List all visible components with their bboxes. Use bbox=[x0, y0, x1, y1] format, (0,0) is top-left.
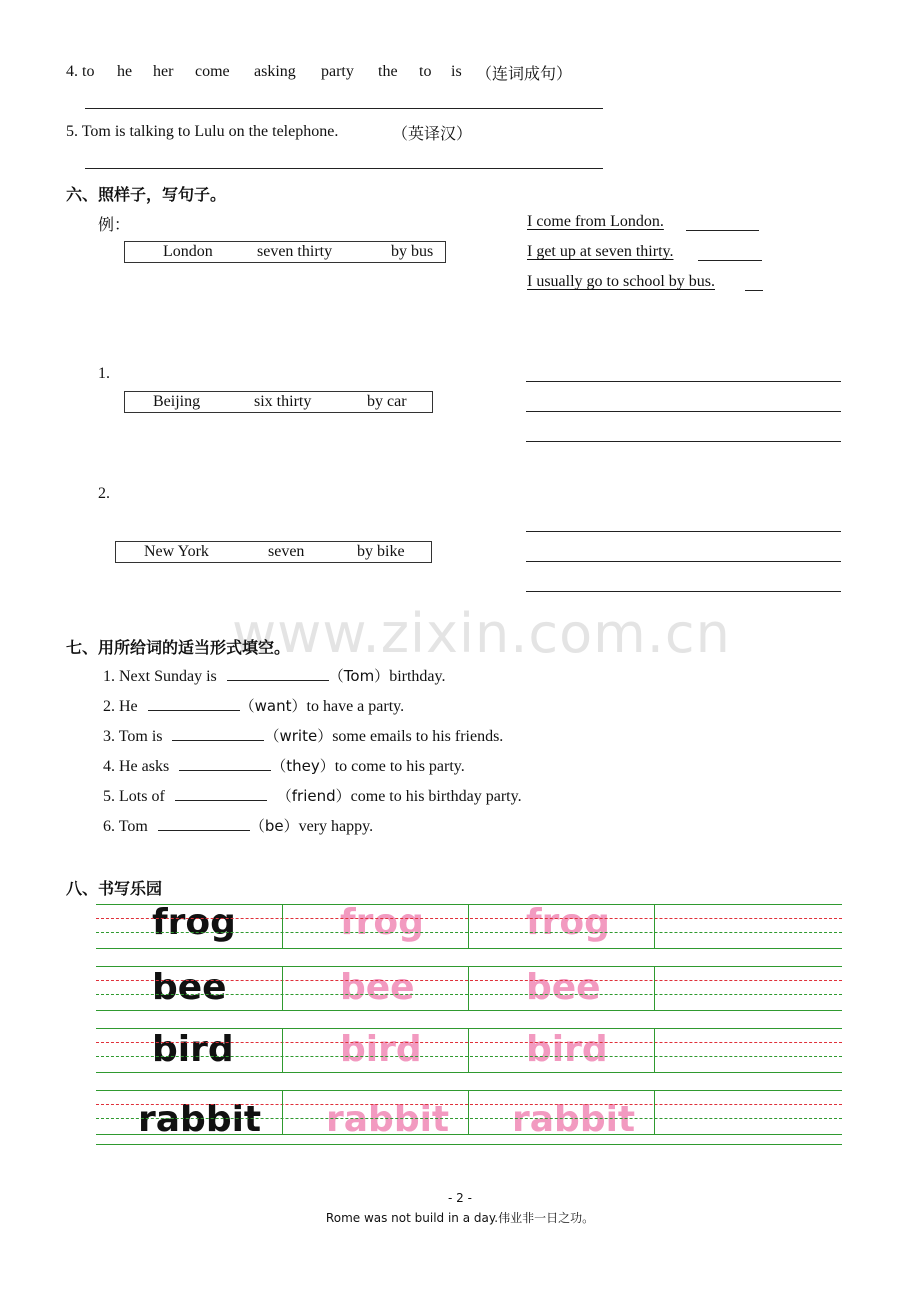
grid-cell-divider bbox=[654, 1090, 655, 1134]
q4-word: asking bbox=[254, 63, 296, 80]
q4-answer-line[interactable] bbox=[85, 108, 603, 109]
q4-instruction: （连词成句） bbox=[476, 64, 573, 83]
q4-word: party bbox=[321, 63, 354, 80]
fill-item-hint: （write） bbox=[264, 727, 333, 745]
grid-baseline bbox=[96, 1056, 842, 1057]
fill-item-hint: （be） bbox=[249, 817, 299, 835]
grid-bottom-line bbox=[96, 1010, 842, 1011]
grid-cell-divider bbox=[468, 1028, 469, 1072]
section-6-title: 六、照样子，写句子。 bbox=[66, 185, 227, 204]
page-number: - 2 - bbox=[448, 1191, 472, 1205]
fill-item-prefix: 4. He asks bbox=[103, 758, 170, 775]
fill-blank[interactable] bbox=[148, 696, 240, 711]
fill-blank[interactable] bbox=[158, 816, 250, 831]
grid-cell-divider bbox=[654, 904, 655, 948]
fill-item-prefix: 3. Tom is bbox=[103, 728, 163, 745]
s6-item-number: 1. bbox=[98, 365, 110, 382]
fill-item bbox=[103, 665, 445, 686]
q4-word: 4. to bbox=[66, 63, 95, 80]
trace-word: bee bbox=[340, 967, 415, 1008]
fill-item-prefix: 1. Next Sunday is bbox=[103, 668, 217, 685]
fill-item-suffix: birthday. bbox=[389, 668, 446, 685]
q5-answer-line[interactable] bbox=[85, 168, 603, 169]
q4-word: come bbox=[195, 63, 230, 80]
grid-top-line bbox=[96, 966, 842, 967]
s6-item2-answer-line[interactable] bbox=[526, 561, 841, 562]
example-answer-underline bbox=[745, 290, 763, 291]
grid-top-line bbox=[96, 904, 842, 905]
example-answer-underline bbox=[686, 230, 759, 231]
grid-midline bbox=[96, 1042, 842, 1043]
section-7-title: 七、用所给词的适当形式填空。 bbox=[66, 638, 291, 657]
trace-word: rabbit bbox=[326, 1099, 450, 1140]
fill-item-suffix: to come to his party. bbox=[334, 758, 465, 775]
grid-baseline bbox=[96, 994, 842, 995]
q5-sentence: 5. Tom is talking to Lulu on the telephone. bbox=[66, 123, 339, 140]
s6-item2-answer-line[interactable] bbox=[526, 531, 841, 532]
handwriting-practice-grid bbox=[96, 902, 842, 1158]
word-box-item: by bike bbox=[357, 543, 405, 560]
fill-item-suffix: come to his birthday party. bbox=[350, 788, 522, 805]
fill-item bbox=[103, 815, 373, 836]
grid-cell-divider bbox=[282, 1028, 283, 1072]
grid-cell-divider bbox=[654, 966, 655, 1010]
fill-blank[interactable] bbox=[227, 666, 329, 681]
word-box-item: by bus bbox=[391, 243, 434, 260]
fill-item-prefix: 5. Lots of bbox=[103, 788, 165, 805]
example-label: 例： bbox=[98, 215, 131, 234]
s6-item1-answer-line[interactable] bbox=[526, 411, 841, 412]
trace-word: bee bbox=[526, 967, 601, 1008]
trace-word: frog bbox=[526, 902, 610, 943]
model-word: rabbit bbox=[138, 1099, 262, 1140]
grid-cell-divider bbox=[468, 904, 469, 948]
grid-cell-divider bbox=[282, 966, 283, 1010]
fill-item-suffix: to have a party. bbox=[306, 698, 405, 715]
grid-top-line bbox=[96, 1028, 842, 1029]
example-answer: I usually go to school by bus. bbox=[527, 273, 715, 290]
blank-writing-cell[interactable] bbox=[656, 904, 840, 946]
fill-blank[interactable] bbox=[172, 726, 264, 741]
s6-item1-word-box bbox=[124, 391, 433, 413]
grid-cell-divider bbox=[468, 966, 469, 1010]
trace-word: bird bbox=[340, 1029, 422, 1070]
model-word: bird bbox=[152, 1029, 234, 1070]
watermark: www.zixin.com.cn bbox=[232, 602, 731, 665]
blank-writing-cell[interactable] bbox=[656, 1028, 840, 1070]
fill-item-suffix: very happy. bbox=[298, 818, 374, 835]
q4-word: the bbox=[378, 63, 398, 80]
grid-bottom-line bbox=[96, 1134, 842, 1135]
grid-cell-divider bbox=[282, 1090, 283, 1134]
grid-midline bbox=[96, 1104, 842, 1105]
grid-midline bbox=[96, 980, 842, 981]
s6-item2-answer-line[interactable] bbox=[526, 591, 841, 592]
fill-item-hint: （they） bbox=[271, 757, 335, 775]
s6-item-number: 2. bbox=[98, 485, 110, 502]
model-word: bee bbox=[152, 967, 227, 1008]
word-box-item: by car bbox=[367, 393, 407, 410]
trace-word: frog bbox=[340, 902, 424, 943]
example-word-box bbox=[124, 241, 446, 263]
word-box-item: seven thirty bbox=[257, 243, 333, 260]
example-answer: I come from London. bbox=[527, 213, 664, 230]
example-answer-underline bbox=[698, 260, 762, 261]
fill-item bbox=[103, 785, 522, 806]
word-box-item: London bbox=[163, 243, 213, 260]
q4-word: is bbox=[451, 63, 462, 80]
section-8-title: 八、书写乐园 bbox=[66, 879, 163, 898]
blank-writing-cell[interactable] bbox=[656, 966, 840, 1008]
grid-baseline bbox=[96, 1118, 842, 1119]
q4-word: he bbox=[117, 63, 133, 80]
grid-bottom-line bbox=[96, 948, 842, 949]
fill-item-hint: （Tom） bbox=[328, 667, 390, 685]
model-word: frog bbox=[152, 902, 236, 943]
fill-item bbox=[103, 725, 503, 746]
grid-midline bbox=[96, 918, 842, 919]
example-answer: I get up at seven thirty. bbox=[527, 243, 674, 260]
grid-bottom-line bbox=[96, 1072, 842, 1073]
trace-word: bird bbox=[526, 1029, 608, 1070]
fill-item-suffix: some emails to his friends. bbox=[332, 728, 504, 745]
q5-instruction: （英译汉） bbox=[392, 124, 473, 143]
blank-writing-cell[interactable] bbox=[656, 1092, 840, 1136]
grid-cell-divider bbox=[468, 1090, 469, 1134]
word-box-item: New York bbox=[144, 543, 209, 560]
s6-item1-answer-line[interactable] bbox=[526, 441, 841, 442]
grid-top-line bbox=[96, 1090, 842, 1091]
fill-blank[interactable] bbox=[175, 786, 267, 801]
word-box-item: Beijing bbox=[153, 393, 201, 410]
fill-item-hint: （friend） bbox=[276, 787, 351, 805]
grid-final-line bbox=[96, 1144, 842, 1145]
q4-word: to bbox=[419, 63, 432, 80]
q4-word: her bbox=[153, 63, 174, 80]
grid-cell-divider bbox=[654, 1028, 655, 1072]
word-box-item: seven bbox=[268, 543, 305, 560]
grid-cell-divider bbox=[282, 904, 283, 948]
fill-item bbox=[103, 695, 404, 716]
fill-item bbox=[103, 755, 465, 776]
trace-word: rabbit bbox=[512, 1099, 636, 1140]
fill-blank[interactable] bbox=[179, 756, 271, 771]
grid-baseline bbox=[96, 932, 842, 933]
s6-item1-answer-line[interactable] bbox=[526, 381, 841, 382]
word-box-item: six thirty bbox=[254, 393, 312, 410]
fill-item-prefix: 6. Tom bbox=[103, 818, 148, 835]
fill-item-prefix: 2. He bbox=[103, 698, 138, 715]
s6-item2-word-box bbox=[115, 541, 432, 563]
footer-motto: Rome was not build in a day.伟业非一日之功。 bbox=[325, 1211, 595, 1225]
fill-item-hint: （want） bbox=[239, 697, 307, 715]
